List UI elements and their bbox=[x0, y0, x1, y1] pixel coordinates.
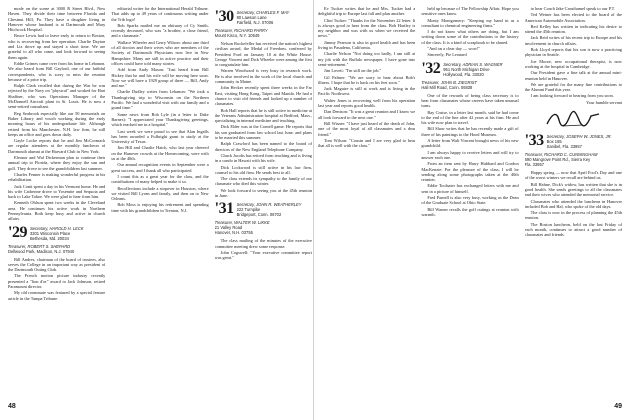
paragraph: The Boston luncheon, held on the last Friday of each month, continues to attract a good number of classmates and friends. bbox=[524, 221, 622, 238]
class-heading bbox=[421, 61, 518, 77]
paragraph: held up because of The Fellowship Affair. Hope you sensitive ones know. bbox=[421, 6, 519, 17]
paragraph: Charlie Nelson "Not doing too badly, I am still at my job with the Buffalo newspaper. I have gone into semi-retirement." bbox=[318, 51, 416, 67]
paragraph: Red Kelley has written in indicating his desire to attend the 45th reunion. bbox=[524, 23, 622, 35]
paragraph: Walter Jones is recovering well from his operation last year and reports good health. bbox=[318, 97, 416, 109]
paragraph: John Cogswell: "Your executive committee report was great." bbox=[214, 249, 312, 261]
paragraph: Gil Palmer: "We are sorry to hear about Bob's illness. I hope that he is back on his feet soon." bbox=[318, 74, 416, 85]
right-column-1 bbox=[318, 6, 415, 398]
class-year: '33 bbox=[524, 132, 544, 150]
secretary-line: Secretary, CHARLES F. MAY bbox=[236, 10, 290, 15]
paragraph: Fred Parnell is also very busy, working as the Dean of the Graduate School at Ohio State. bbox=[421, 195, 519, 206]
paragraph: Jim Lovett: "I'm still on the job." bbox=[324, 68, 382, 74]
treasurer-line: Treasurer, JOHN B. ZIEGRIST bbox=[421, 79, 477, 85]
paragraph: Our President gave a fine talk at the annual mini-reunion held in Hanover. bbox=[524, 70, 622, 81]
treasurer-info bbox=[8, 243, 105, 254]
paragraph: Jim Hill and Charlie Hatch, who last year cheered on the Hanover crowds at the Homecoming, were with us at the 40th. bbox=[111, 145, 209, 162]
paragraph: Bob Moss is enjoying his retirement and spending time with his grandchildren in Trenton, N.J. bbox=[111, 202, 209, 213]
paragraph: Charles Fenner is making wonderful progress in his rehabilitation. bbox=[8, 171, 106, 183]
paragraph: The class mailing of the minutes of the executive committee meeting drew some response. bbox=[214, 238, 312, 249]
paragraph: Eddie Toolsater has exchanged letters with me and sent in a picture of himself. bbox=[421, 183, 519, 194]
paragraph: Our annual recognition events in September were a great success, and I thank all who participated. bbox=[111, 162, 209, 173]
paragraph: Jimmy Pearson is also in good health and has been living in Pasadena, California. bbox=[318, 39, 416, 51]
class-year: '29 bbox=[8, 223, 27, 241]
treasurer-line: Treasurer, RICHARD C. CUNNINGHAM bbox=[524, 152, 598, 158]
class-block-33 bbox=[525, 133, 622, 167]
paragraph: We are grateful for the many fine contributions to the Alumni Fund this year. bbox=[524, 81, 622, 93]
left-page bbox=[8, 6, 312, 410]
secretary-line: Secretary, HAROLD H. LECK bbox=[29, 225, 84, 231]
address-line: Dellwood Park, Madison, N.J. 07940 bbox=[8, 248, 75, 254]
paragraph: I count this as a great year for the class, and the contributions of many helped to make it so. bbox=[111, 173, 209, 185]
address-line: Fairfield, N.J. 07006 bbox=[236, 20, 274, 25]
paragraph: Gayle Locke reports that he and Jim McCormack are regular attendees at the monthly luncheon of Dartmouth alumni at the Harvard Club in New York. bbox=[8, 138, 106, 154]
paragraph: Warren Woodward is very busy in research work. He is also involved in the work of the local church and community in Maine. bbox=[214, 68, 312, 85]
sign-off: Your humble servant bbox=[586, 99, 622, 105]
page-number-left: 48 bbox=[8, 403, 16, 410]
class-block-29 bbox=[8, 225, 105, 254]
paragraph: Kenneth Ohlson spent two weeks in the Cleveland area. He continues his active work in Northern Pennsylvania. Both keep busy and active in church affairs. bbox=[8, 200, 106, 222]
paragraph: Happy spring — now that April Fool's Day and one of the worst winters we recall are behind us. bbox=[524, 170, 622, 181]
paragraph: Add from Andy Mason: "Just heard from Bill Hickey that he and his wife will be moving here soon. Now we will have a 1929 group of three — Bill, Andy and me." bbox=[111, 67, 209, 89]
address-line: 690 Mangrove Point Rd., Sierra Key bbox=[524, 157, 591, 163]
paragraph: My old roommate was featured by a special feature article in the Tampa Tribune. bbox=[8, 290, 106, 301]
paragraph: One of the rewards of being class secretary is to hear from classmates whose careers have taken unusual turns. bbox=[421, 92, 519, 109]
secretary-line: Secretary, ADRIAN S. WAGNER bbox=[443, 61, 503, 67]
treasurer-info bbox=[215, 27, 312, 38]
address-line: Bethesda, Md. 20034 bbox=[29, 235, 69, 241]
paragraph: Tom Wilson: "Cousin and I are very glad to hear that all is well with the class." bbox=[318, 137, 416, 149]
left-column-3 bbox=[215, 6, 312, 398]
paragraph: Some news from Bob Lyle (in a letter to Dake Barnes): "I appreciated your Thanksgiving greetings, which reached me in a hospital." bbox=[111, 111, 209, 128]
paragraph: editorial writer for the International Herald Tribune. That adds up to 49 years of continuous writing under the Trib logo! bbox=[111, 6, 209, 22]
paragraph: The French motion picture industry recently presented a "lion d'or" award to Jack Johnson, retired Paramount director. bbox=[8, 273, 106, 290]
class-heading bbox=[215, 201, 312, 217]
class-year: '30 bbox=[214, 8, 234, 25]
address-line: Hanover, N.H. 03755 bbox=[214, 230, 253, 236]
paragraph: Dick Lockwood is still active in his law firm, counsel to his old firm. He sends best to all. bbox=[214, 164, 312, 175]
left-column-1 bbox=[8, 6, 105, 398]
paragraph: Bob Hall reports that he is still active in medicine at the Veterans Administration hospital at Bedford, Mass., specializing in internal medicine and teaching. bbox=[214, 107, 312, 124]
address-line: Hall Mill Road, Conn. 06838 bbox=[421, 84, 473, 90]
paragraph: Jack Conti spent a day in his Vermont home. He and his wife Catherine drove to Yosemite and Sequoia and back to Lake Tahoe. We were glad to hear from him. bbox=[8, 183, 106, 200]
paragraph: Bob Sparks mailed me an obituary of Cy Smith, recently deceased, who was "a brother, a close friend, and a classmate." bbox=[111, 22, 209, 39]
right-columns bbox=[318, 6, 622, 398]
paragraph: A letter from Walt Vincent brought news of his new grandchild. bbox=[421, 138, 519, 149]
address-line: Sanibel, Fla. 33957 bbox=[546, 144, 582, 150]
paragraph: Classmates who attended the luncheon in Hanover included Bob and Hal, who spoke of the old days. bbox=[524, 198, 622, 209]
paragraph: Eleanor and Wal Dickerman plan to continue their annual trip to Florida, where they enjoy the sun and golf. They drove to see the grandchildren last summer. bbox=[8, 155, 106, 171]
paragraph: Wallace Wheeler and Gerry Wilson: about one third of all doctors and their wives who are members of the Society of Dartmouth Physicians now live in New Hampshire. Many are still in active practice and their offices could have told many stories. bbox=[111, 39, 209, 66]
paragraph: Charlie Dudley writes from Lebanon: "We took a Thanksgiving trip to Wisconsin on the Northern Pacific. We had a wonderful visit with our family and a grand time." bbox=[111, 89, 209, 111]
paragraph: mode on the scene at 3000 R Street Blvd., New Haven. They divide their time between Florida and Chestnut Hill, Pa. They have a daughter living in Hanover whose husband is at Dartmouth and Mary Hitchcock Hospital. bbox=[8, 6, 106, 33]
address-line: 21 Valley Road bbox=[214, 225, 243, 231]
paragraph: Recollections include a stopover in Houston, where we visited Bill Lyons and family, and then on to New Orleans. bbox=[111, 185, 209, 202]
paragraph: Bill Shaw writes that he has recently made a gift of three of his paintings to the Hood Museum. bbox=[421, 126, 519, 137]
paragraph: Reg Seabrook especially like our 50 memorials on Baker Library and vouch working during the early morning hours of his undergraduate life. Although retired from his Manchester, N.H. law firm, he still keeps an office and goes down daily. bbox=[8, 110, 106, 137]
right-page bbox=[318, 6, 622, 410]
address-line: Fla. 33957 bbox=[524, 162, 545, 168]
paragraph: Chuck Jacobs has retired from teaching and is living in a condo in Hawaii with his wife. bbox=[214, 152, 312, 164]
paragraph: Ralph Clark recalled that during the War he was rejected by the Navy on "physical" and worked for Hart Shaffner, who was Operations Manager of the McDonnell Aircraft plant in St. Louis. He is now a semi-retired consultant. bbox=[8, 83, 106, 110]
paragraph: I do not know what others are doing, but I am writing down some of the contributions to the history of the class. It is a kind of scrapbook to be shared. bbox=[421, 29, 519, 45]
class-heading bbox=[525, 133, 622, 149]
secretary-line: Secretary, JOSEPH W. JONES, JR. bbox=[546, 134, 612, 140]
treasurer-line: Treasurer, ROBERT S. SHEPARD bbox=[8, 243, 71, 249]
class-heading bbox=[8, 225, 105, 241]
paragraph: Bob Lloyd reports that his son is now a practicing physician in Seattle. bbox=[524, 47, 622, 58]
right-column-2 bbox=[421, 6, 518, 398]
paragraph: Ev Tucker writes that he and Mrs. Tucker had a delightful trip to Europe last fall and plan another. bbox=[318, 6, 416, 17]
paragraph: Jack Maguire is still at work and is living in the Pacific Northwest. bbox=[318, 86, 416, 97]
right-column-3 bbox=[525, 6, 622, 398]
paragraph: Last week we were proud to see that Alan Ingalls has been awarded a Fulbright grant to study at the University of Texas. bbox=[111, 128, 209, 145]
paragraph: John Hecker recently spent three weeks in the Far East, visiting Hong Kong, Taipei and Manila. He had a chance to visit old friends and looked up a number of classmates. bbox=[214, 85, 312, 107]
paragraph: Eddie Grimes came over from his home in Lebanon. We also heard from Bill Gaylord, one of our faithful correspondents, who is sorry to miss the reunion because of a prior trip. bbox=[8, 60, 106, 82]
paragraph: Bill Wisner: "I have just heard of the death of John, one of the most loyal of all classmates and a dear friend." bbox=[318, 120, 416, 137]
paragraph: Clint Tucker: "Thanks for the November 22 letter. It is always good to hear from the class. Bob Hartley is my neighbor and was with us when we received the news." bbox=[318, 17, 416, 39]
class-block-32 bbox=[421, 61, 518, 90]
address-line: Mount Kisco, N.Y. 10549 bbox=[214, 33, 260, 38]
paragraph: Bill Warner recalls the golf outings at reunion with warmth. bbox=[421, 206, 519, 217]
paragraph: Bill Andres, chairman of the board of trustees, also serves the College in an important way as president of the Dartmouth Outing Club. bbox=[8, 256, 106, 273]
class-year: '32 bbox=[421, 59, 441, 77]
class-block-30 bbox=[215, 9, 312, 38]
secretary-line: Secretary, JOHN R. WEATHERLEY bbox=[236, 202, 302, 208]
paragraph: We look forward to seeing you at the 45th reunion in June. bbox=[214, 187, 312, 199]
treasurer-line: Treasurer, WALTER W. LIKKE bbox=[214, 220, 270, 226]
paragraph: I am always happy to receive letters and will try to answer each one. bbox=[421, 149, 519, 160]
paragraph: I am looking forward to hearing from you soon. bbox=[530, 93, 614, 99]
paragraph: Nelson Rockefeller has received the nation's highest civilian award, the Medal of Freedom, conferred by President Ford on January 10 at the White House. George Vincent and Dick Wheeler were among the first to congratulate him. bbox=[214, 41, 312, 68]
class-officers bbox=[547, 133, 612, 149]
class-officers bbox=[443, 61, 502, 77]
paragraph: From an item sent by Harry Hubbard and Gordon MacKenzie: For the pleasure of the class, I will be sending along some photographs taken at the 40th reunion. bbox=[421, 161, 519, 183]
paragraph: Sincerely, Pie Leonard bbox=[427, 52, 467, 58]
class-officers bbox=[237, 9, 290, 25]
paragraph: Ray Cruise, in a letter last month, said he had come to the end of the line after 42 years at his firm. He and his wife now plan to travel. bbox=[421, 109, 519, 126]
left-columns bbox=[8, 6, 312, 398]
class-officers bbox=[237, 201, 302, 217]
address-line: 80 Lawson Lane bbox=[236, 15, 267, 20]
paragraph: to hear Coach Jake Crouthamel speak to our P.T. bbox=[530, 6, 616, 11]
paragraph: Dan Denison: "It was a great reunion and I know we all look forward to the next one." bbox=[318, 109, 416, 120]
paragraph: Dick Elder was at the Cornell game. He reports that his son graduated from law school last June, and plans to be married this summer. bbox=[214, 124, 312, 141]
paragraph: The class extends its sympathy to the family of our classmate who died this winter. bbox=[214, 176, 312, 187]
paragraph: Ted Weiner has been elected to the board of the American Automobile Association. bbox=[524, 12, 622, 23]
paragraph: Joe Moore, new occupational therapist, is now working at the hospital in Cambridge. bbox=[524, 58, 622, 69]
address-line: 951 North Michigan Drive bbox=[443, 66, 490, 72]
treasurer-info bbox=[215, 219, 312, 235]
left-column-2 bbox=[111, 6, 208, 398]
page-gutter bbox=[313, 0, 314, 420]
paragraph: "And on a clear day — wow!" bbox=[427, 46, 481, 52]
address-line: Hollywood, Fla. 33020 bbox=[443, 71, 484, 77]
paragraph: Ralph Crawford has been named to the board of directors of the New England Telephone Company. bbox=[214, 141, 312, 152]
class-heading bbox=[215, 9, 312, 25]
handwritten-signature bbox=[525, 108, 622, 130]
class-block-31 bbox=[215, 201, 312, 235]
class-year: '31 bbox=[214, 200, 234, 218]
signature-icon bbox=[543, 108, 603, 130]
address-line: 222 Turnpike bbox=[236, 207, 261, 213]
treasurer-line: Treasurer, RICHARD PARRY bbox=[214, 28, 268, 33]
address-line: Bridgeport, Conn. 06702 bbox=[236, 212, 282, 218]
paragraph: Bill Hahne, Dick's widow, has written that she is in good health. She sends greetings to all the classmates and their wives who attended the memorial service. bbox=[524, 181, 622, 198]
paragraph: Bruce Lewis had to leave early to return to Boston, who is recovering from her operation. Charlie Dayton and Liz drove up and stayed a short time. We are grateful to all who came, and look forward to seeing them again. bbox=[8, 33, 106, 60]
paragraph: Jack Reid writes of his recent trip to Europe and his involvement in church affairs. bbox=[524, 35, 622, 46]
paragraph: Monty Montgomery: "Keeping my hand in as a consultant to chemical engineering firms." bbox=[421, 17, 519, 28]
page-number-right: 49 bbox=[614, 403, 622, 410]
class-officers bbox=[30, 225, 84, 241]
paragraph: The class is now in the process of planning the 45th reunion. bbox=[524, 210, 622, 221]
treasurer-info bbox=[421, 79, 518, 90]
address-line: 3201 Wisconsin Place bbox=[29, 230, 71, 236]
address-line: Box 165 bbox=[546, 139, 562, 145]
treasurer-info bbox=[525, 151, 622, 167]
